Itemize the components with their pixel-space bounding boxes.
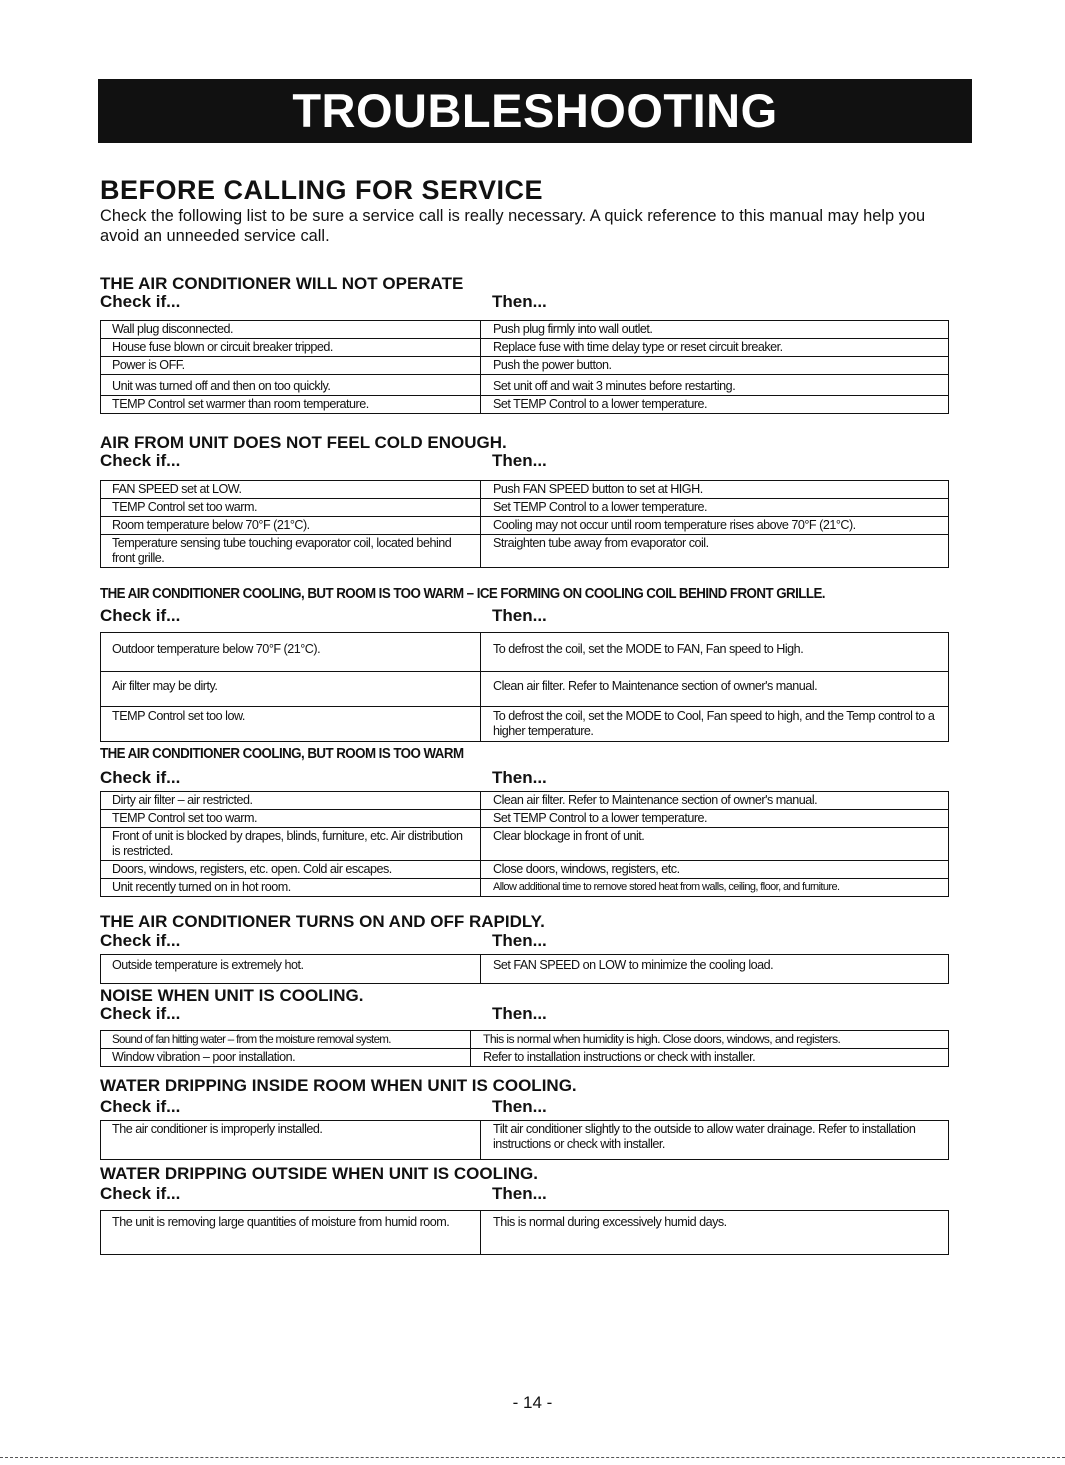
check-if-label: Check if... bbox=[100, 1097, 181, 1116]
section-heading: AIR FROM UNIT DOES NOT FEEL COLD ENOUGH. bbox=[100, 433, 507, 452]
table-row bbox=[101, 707, 949, 742]
table-row bbox=[101, 1049, 949, 1067]
then-cell: Push plug firmly into wall outlet. bbox=[481, 321, 949, 339]
table-row bbox=[101, 517, 949, 535]
then-cell: Push FAN SPEED button to set at HIGH. bbox=[481, 481, 949, 499]
table-row bbox=[101, 1211, 949, 1255]
then-cell: Replace fuse with time delay type or reset circuit breaker. bbox=[481, 339, 949, 357]
then-cell: Tilt air conditioner slightly to the outside to allow water drainage. Refer to installation instructions or check with installer. bbox=[481, 1121, 949, 1160]
then-label: Then... bbox=[492, 1097, 547, 1116]
then-cell: Push the power button. bbox=[481, 357, 949, 375]
troubleshooting-table bbox=[100, 320, 949, 414]
then-cell: To defrost the coil, set the MODE to FAN, Fan speed to High. bbox=[481, 633, 949, 672]
check-if-label: Check if... bbox=[100, 451, 181, 470]
then-cell: To defrost the coil, set the MODE to Cool, Fan speed to high, and the Temp control to a higher temperature. bbox=[481, 707, 949, 742]
then-cell: Set unit off and wait 3 minutes before restarting. bbox=[481, 375, 949, 396]
then-label: Then... bbox=[492, 451, 547, 470]
check-cell: The unit is removing large quantities of moisture from humid room. bbox=[101, 1211, 481, 1255]
troubleshooting-banner: TROUBLESHOOTING bbox=[98, 79, 972, 143]
then-cell: Set TEMP Control to a lower temperature. bbox=[481, 810, 949, 828]
page-edge-divider bbox=[0, 1457, 1065, 1458]
then-cell: Cooling may not occur until room temperature rises above 70°F (21°C). bbox=[481, 517, 949, 535]
table-row bbox=[101, 357, 949, 375]
check-cell: Front of unit is blocked by drapes, blinds, furniture, etc. Air distribution is restricted. bbox=[101, 828, 481, 861]
check-cell: Sound of fan hitting water – from the moisture removal system. bbox=[101, 1031, 471, 1049]
check-if-label: Check if... bbox=[100, 1004, 181, 1023]
table-row bbox=[101, 535, 949, 568]
check-cell: TEMP Control set warmer than room temperature. bbox=[101, 396, 481, 414]
check-cell: Doors, windows, registers, etc. open. Cold air escapes. bbox=[101, 861, 481, 879]
troubleshooting-table bbox=[100, 1030, 949, 1067]
troubleshooting-table bbox=[100, 954, 949, 984]
table-row bbox=[101, 1031, 949, 1049]
table-row bbox=[101, 481, 949, 499]
section-heading: THE AIR CONDITIONER COOLING, BUT ROOM IS TOO WARM – ICE FORMING ON COOLING COIL BEHIND FRONT GRILLE. bbox=[100, 586, 825, 602]
then-label: Then... bbox=[492, 768, 547, 787]
check-if-label: Check if... bbox=[100, 292, 181, 311]
table-row bbox=[101, 955, 949, 984]
then-cell: Set FAN SPEED on LOW to minimize the cooling load. bbox=[481, 955, 949, 984]
check-cell: Power is OFF. bbox=[101, 357, 481, 375]
then-cell: Clear blockage in front of unit. bbox=[481, 828, 949, 861]
table-row bbox=[101, 828, 949, 861]
check-cell: Outdoor temperature below 70°F (21°C). bbox=[101, 633, 481, 672]
check-if-label: Check if... bbox=[100, 606, 181, 625]
troubleshooting-table bbox=[100, 1210, 949, 1255]
check-if-label: Check if... bbox=[100, 931, 181, 950]
check-if-label: Check if... bbox=[100, 768, 181, 787]
then-cell: Set TEMP Control to a lower temperature. bbox=[481, 396, 949, 414]
check-cell: TEMP Control set too warm. bbox=[101, 810, 481, 828]
check-cell: Room temperature below 70°F (21°C). bbox=[101, 517, 481, 535]
section-heading: WATER DRIPPING INSIDE ROOM WHEN UNIT IS COOLING. bbox=[100, 1076, 577, 1095]
table-row bbox=[101, 879, 949, 897]
table-row bbox=[101, 861, 949, 879]
table-row bbox=[101, 375, 949, 396]
check-cell: TEMP Control set too low. bbox=[101, 707, 481, 742]
table-row bbox=[101, 1121, 949, 1160]
table-row bbox=[101, 396, 949, 414]
intro-paragraph: Check the following list to be sure a service call is really necessary. A quick reference to this manual may help you avoid an unneeded service call. bbox=[100, 207, 926, 245]
check-cell: The air conditioner is improperly installed. bbox=[101, 1121, 481, 1160]
table-row bbox=[101, 672, 949, 707]
check-cell: Temperature sensing tube touching evaporator coil, located behind front grille. bbox=[101, 535, 481, 568]
table-row bbox=[101, 792, 949, 810]
table-row bbox=[101, 633, 949, 672]
then-label: Then... bbox=[492, 1184, 547, 1203]
section-heading: THE AIR CONDITIONER WILL NOT OPERATE bbox=[100, 274, 464, 293]
then-label: Then... bbox=[492, 606, 547, 625]
check-cell: Wall plug disconnected. bbox=[101, 321, 481, 339]
then-cell: This is normal when humidity is high. Close doors, windows, and registers. bbox=[471, 1031, 949, 1049]
page-number: - 14 - bbox=[512, 1393, 553, 1412]
check-cell: Air filter may be dirty. bbox=[101, 672, 481, 707]
check-cell: Window vibration – poor installation. bbox=[101, 1049, 471, 1067]
table-row bbox=[101, 499, 949, 517]
section-heading: THE AIR CONDITIONER COOLING, BUT ROOM IS TOO WARM bbox=[100, 746, 464, 762]
page-title: BEFORE CALLING FOR SERVICE bbox=[100, 175, 544, 205]
then-label: Then... bbox=[492, 292, 547, 311]
then-cell: Straighten tube away from evaporator coil. bbox=[481, 535, 949, 568]
check-cell: Outside temperature is extremely hot. bbox=[101, 955, 481, 984]
troubleshooting-table bbox=[100, 791, 949, 897]
then-cell: Clean air filter. Refer to Maintenance section of owner's manual. bbox=[481, 672, 949, 707]
check-if-label: Check if... bbox=[100, 1184, 181, 1203]
check-cell: FAN SPEED set at LOW. bbox=[101, 481, 481, 499]
section-heading: NOISE WHEN UNIT IS COOLING. bbox=[100, 986, 364, 1005]
table-row bbox=[101, 810, 949, 828]
section-heading: THE AIR CONDITIONER TURNS ON AND OFF RAPIDLY. bbox=[100, 912, 545, 931]
check-cell: Unit was turned off and then on too quickly. bbox=[101, 375, 481, 396]
then-cell: Refer to installation instructions or check with installer. bbox=[471, 1049, 949, 1067]
section-heading: WATER DRIPPING OUTSIDE WHEN UNIT IS COOLING. bbox=[100, 1164, 538, 1183]
check-cell: Dirty air filter – air restricted. bbox=[101, 792, 481, 810]
check-cell: TEMP Control set too warm. bbox=[101, 499, 481, 517]
troubleshooting-table bbox=[100, 632, 949, 742]
then-cell: This is normal during excessively humid days. bbox=[481, 1211, 949, 1255]
check-cell: Unit recently turned on in hot room. bbox=[101, 879, 481, 897]
then-cell: Clean air filter. Refer to Maintenance section of owner's manual. bbox=[481, 792, 949, 810]
then-label: Then... bbox=[492, 931, 547, 950]
table-row bbox=[101, 339, 949, 357]
troubleshooting-table bbox=[100, 480, 949, 568]
then-cell: Close doors, windows, registers, etc. bbox=[481, 861, 949, 879]
troubleshooting-table bbox=[100, 1120, 949, 1160]
check-cell: House fuse blown or circuit breaker tripped. bbox=[101, 339, 481, 357]
then-cell: Allow additional time to remove stored heat from walls, ceiling, floor, and furniture. bbox=[481, 879, 949, 897]
table-row bbox=[101, 321, 949, 339]
then-label: Then... bbox=[492, 1004, 547, 1023]
then-cell: Set TEMP Control to a lower temperature. bbox=[481, 499, 949, 517]
